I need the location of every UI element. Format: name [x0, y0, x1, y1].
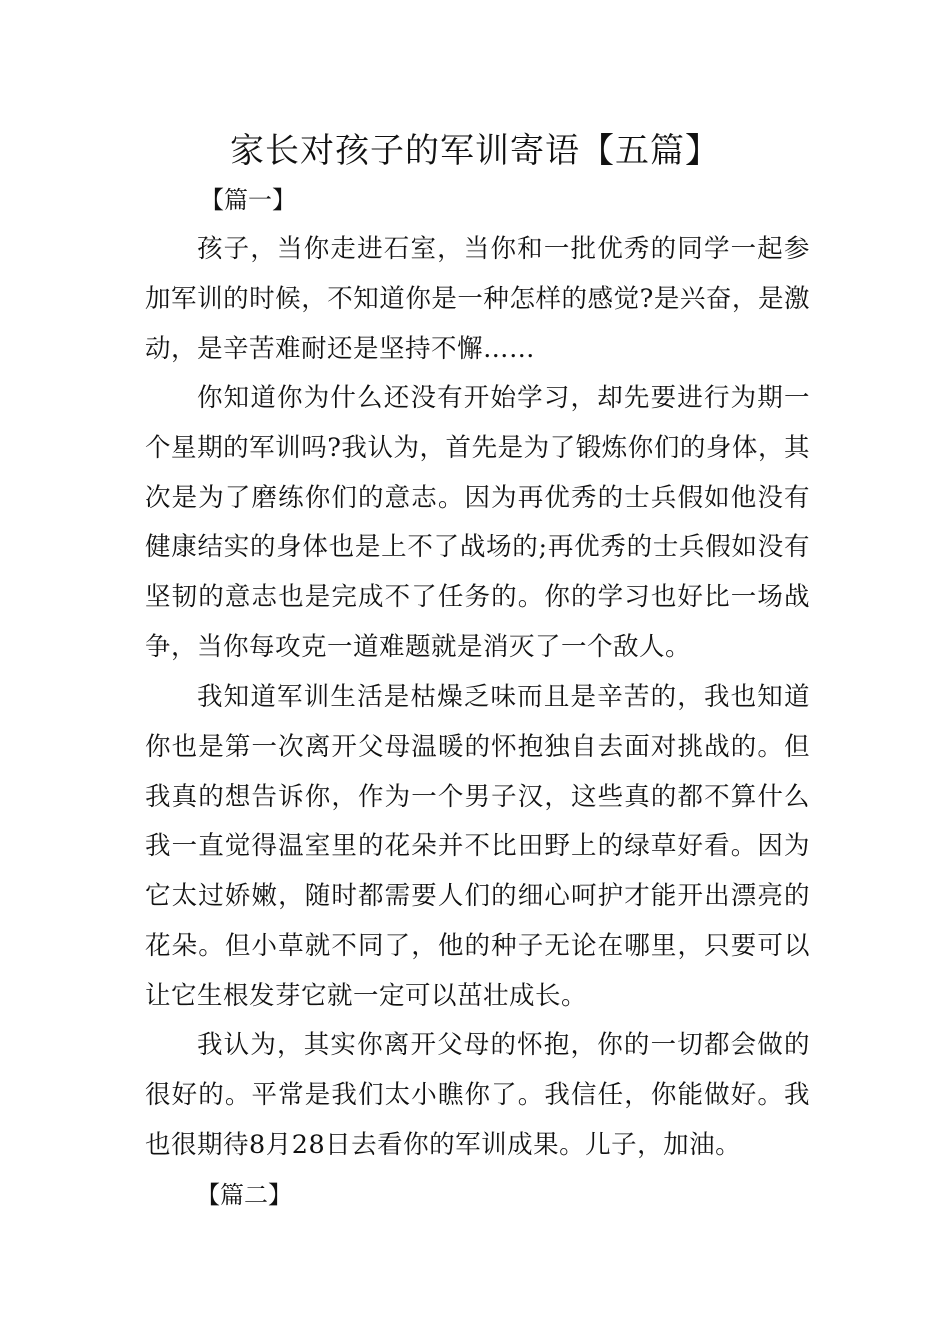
- paragraph-1: 孩子，当你走进石室，当你和一批优秀的同学一起参加军训的时候，不知道你是一种怎样的感觉?是兴奋，是激动，是辛苦难耐还是坚持不懈……: [145, 234, 810, 364]
- paragraph-4: 我认为，其实你离开父母的怀抱，你的一切都会做的很好的。平常是我们太小瞧你了。我信任，你能做好。我也很期待8月28日去看你的军训成果。儿子，加油。: [145, 1030, 810, 1160]
- section-heading-2: 【篇二】: [196, 1181, 292, 1209]
- paragraph-3: 我知道军训生活是枯燥乏味而且是辛苦的，我也知道你也是第一次离开父母温暖的怀抱独自去面对挑战的。但我真的想告诉你，作为一个男子汉，这些真的都不算什么我一直觉得温室里的花朵并不比田野上的绿草好看。因为它太过娇嫩，随时都需要人们的细心呵护才能开出漂亮的花朵。但小草就不同了，他的种子无论在哪里，只要可以让它生根发芽它就一定可以茁壮成长。: [145, 682, 810, 1011]
- document-title: 家长对孩子的军训寄语【五篇】: [230, 131, 720, 171]
- section-heading-1: 【篇一】: [200, 186, 296, 214]
- paragraph-2: 你知道你为什么还没有开始学习，却先要进行为期一个星期的军训吗?我认为，首先是为了锻炼你们的身体，其次是为了磨练你们的意志。因为再优秀的士兵假如他没有健康结实的身体也是上不了战场的;再优秀的士兵假如没有坚韧的意志也是完成不了任务的。你的学习也好比一场战争，当你每攻克一道难题就是消灭了一个敌人。: [145, 383, 810, 662]
